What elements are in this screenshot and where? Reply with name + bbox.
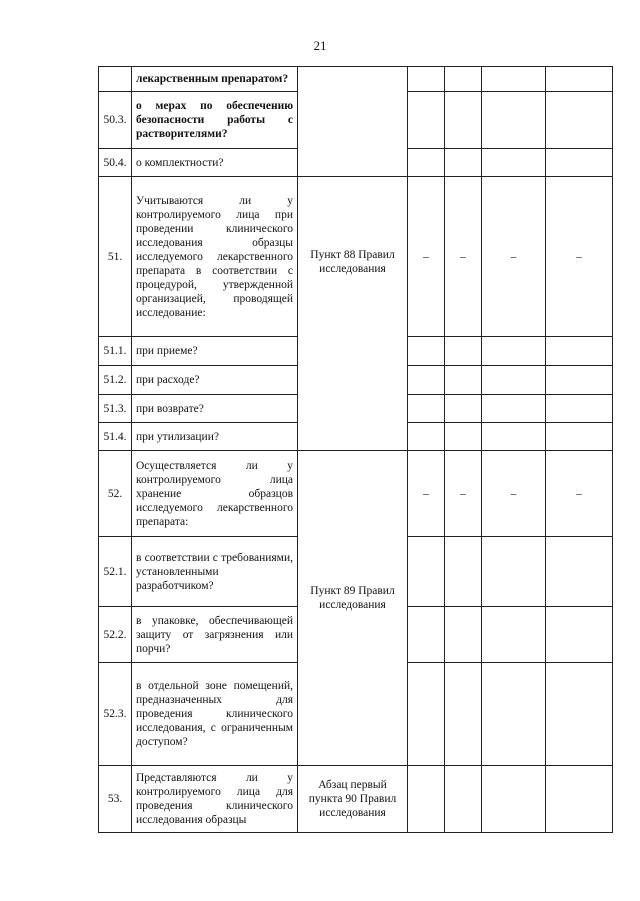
table-row — [99, 177, 613, 337]
answer-no-cell — [445, 395, 482, 423]
item-number: 51.1. — [99, 337, 132, 366]
answer-no-cell — [445, 337, 482, 366]
item-number: 51.3. — [99, 395, 132, 423]
answer-note-cell: – — [546, 177, 613, 337]
item-number: 51.2. — [99, 366, 132, 395]
answer-note-cell — [546, 607, 613, 663]
item-question: при приеме? — [132, 337, 298, 366]
item-number: 53. — [99, 766, 132, 833]
legal-reference-cell — [298, 67, 408, 177]
answer-no-cell: – — [445, 177, 482, 337]
answer-no-cell: – — [445, 451, 482, 537]
item-number: 51. — [99, 177, 132, 337]
answer-note-cell — [546, 149, 613, 177]
answer-yes-cell — [408, 607, 445, 663]
answer-not-applicable-cell — [482, 149, 546, 177]
item-number: 50.4. — [99, 149, 132, 177]
answer-no-cell — [445, 92, 482, 149]
item-question: Представляются ли у контролируемого лица для проведения клинического исследования образцы — [132, 766, 298, 833]
answer-no-cell — [445, 607, 482, 663]
answer-yes-cell — [408, 92, 445, 149]
answer-yes-cell — [408, 766, 445, 833]
answer-not-applicable-cell — [482, 366, 546, 395]
item-number — [99, 67, 132, 92]
item-number: 50.3. — [99, 92, 132, 149]
table-row — [99, 766, 613, 833]
answer-note-cell — [546, 337, 613, 366]
item-number: 52.3. — [99, 663, 132, 766]
answer-no-cell — [445, 149, 482, 177]
answer-note-cell — [546, 395, 613, 423]
item-question: о комплектности? — [132, 149, 298, 177]
item-question: в упаковке, обеспечивающей защиту от загрязнения или порчи? — [132, 607, 298, 663]
answer-no-cell — [445, 67, 482, 92]
answer-note-cell: – — [546, 451, 613, 537]
answer-note-cell — [546, 366, 613, 395]
answer-note-cell — [546, 537, 613, 607]
legal-reference-cell — [298, 177, 408, 451]
answer-yes-cell: – — [408, 451, 445, 537]
answer-note-cell — [546, 67, 613, 92]
answer-not-applicable-cell — [482, 537, 546, 607]
answer-not-applicable-cell — [482, 92, 546, 149]
item-question: в соответствии с требованиями, установленными разработчиком? — [132, 537, 298, 607]
answer-not-applicable-cell — [482, 423, 546, 451]
item-number: 52.2. — [99, 607, 132, 663]
answer-not-applicable-cell — [482, 395, 546, 423]
answer-yes-cell — [408, 337, 445, 366]
item-question: в отдельной зоне помещений, предназначенных для проведения клинического исследования, с ограниченным доступом? — [132, 663, 298, 766]
table-row — [99, 451, 613, 537]
answer-note-cell — [546, 663, 613, 766]
answer-not-applicable-cell — [482, 663, 546, 766]
answer-yes-cell — [408, 67, 445, 92]
item-question: при расходе? — [132, 366, 298, 395]
item-number: 52.1. — [99, 537, 132, 607]
answer-yes-cell — [408, 395, 445, 423]
answer-not-applicable-cell: – — [482, 451, 546, 537]
page-number: 21 — [313, 38, 327, 53]
item-question: о мерах по обеспечению безопасности работы с растворителями? — [132, 92, 298, 149]
item-question: Учитываются ли у контролируемого лица при проведении клинического исследования образцы исследуемого лекарственного препарата в соответствии с процедурой, утвержденной организацией, проводящей исследование: — [132, 177, 298, 337]
answer-no-cell — [445, 366, 482, 395]
item-question: Осуществляется ли у контролируемого лица хранение образцов исследуемого лекарственного препарата: — [132, 451, 298, 537]
answer-note-cell — [546, 92, 613, 149]
answer-yes-cell — [408, 366, 445, 395]
legal-reference-cell — [298, 451, 408, 766]
answer-yes-cell — [408, 149, 445, 177]
answer-yes-cell: – — [408, 177, 445, 337]
item-question: при утилизации? — [132, 423, 298, 451]
answer-no-cell — [445, 423, 482, 451]
legal-reference: Пункт 88 Правил исследования — [310, 248, 395, 275]
answer-note-cell — [546, 423, 613, 451]
checklist-table — [98, 66, 613, 833]
answer-yes-cell — [408, 537, 445, 607]
answer-not-applicable-cell — [482, 337, 546, 366]
answer-no-cell — [445, 537, 482, 607]
answer-no-cell — [445, 766, 482, 833]
legal-reference: Пункт 89 Правил исследования — [310, 585, 395, 611]
answer-no-cell — [445, 663, 482, 766]
answer-not-applicable-cell — [482, 67, 546, 92]
item-question: при возврате? — [132, 395, 298, 423]
answer-not-applicable-cell — [482, 607, 546, 663]
answer-not-applicable-cell — [482, 766, 546, 833]
answer-note-cell — [546, 766, 613, 833]
item-question: лекарственным препаратом? — [132, 67, 298, 92]
item-number: 52. — [99, 451, 132, 537]
item-number: 51.4. — [99, 423, 132, 451]
answer-yes-cell — [408, 663, 445, 766]
answer-not-applicable-cell: – — [482, 177, 546, 337]
table-row — [99, 67, 613, 92]
legal-reference: Абзац первый пункта 90 Правил исследования — [298, 766, 408, 833]
answer-yes-cell — [408, 423, 445, 451]
